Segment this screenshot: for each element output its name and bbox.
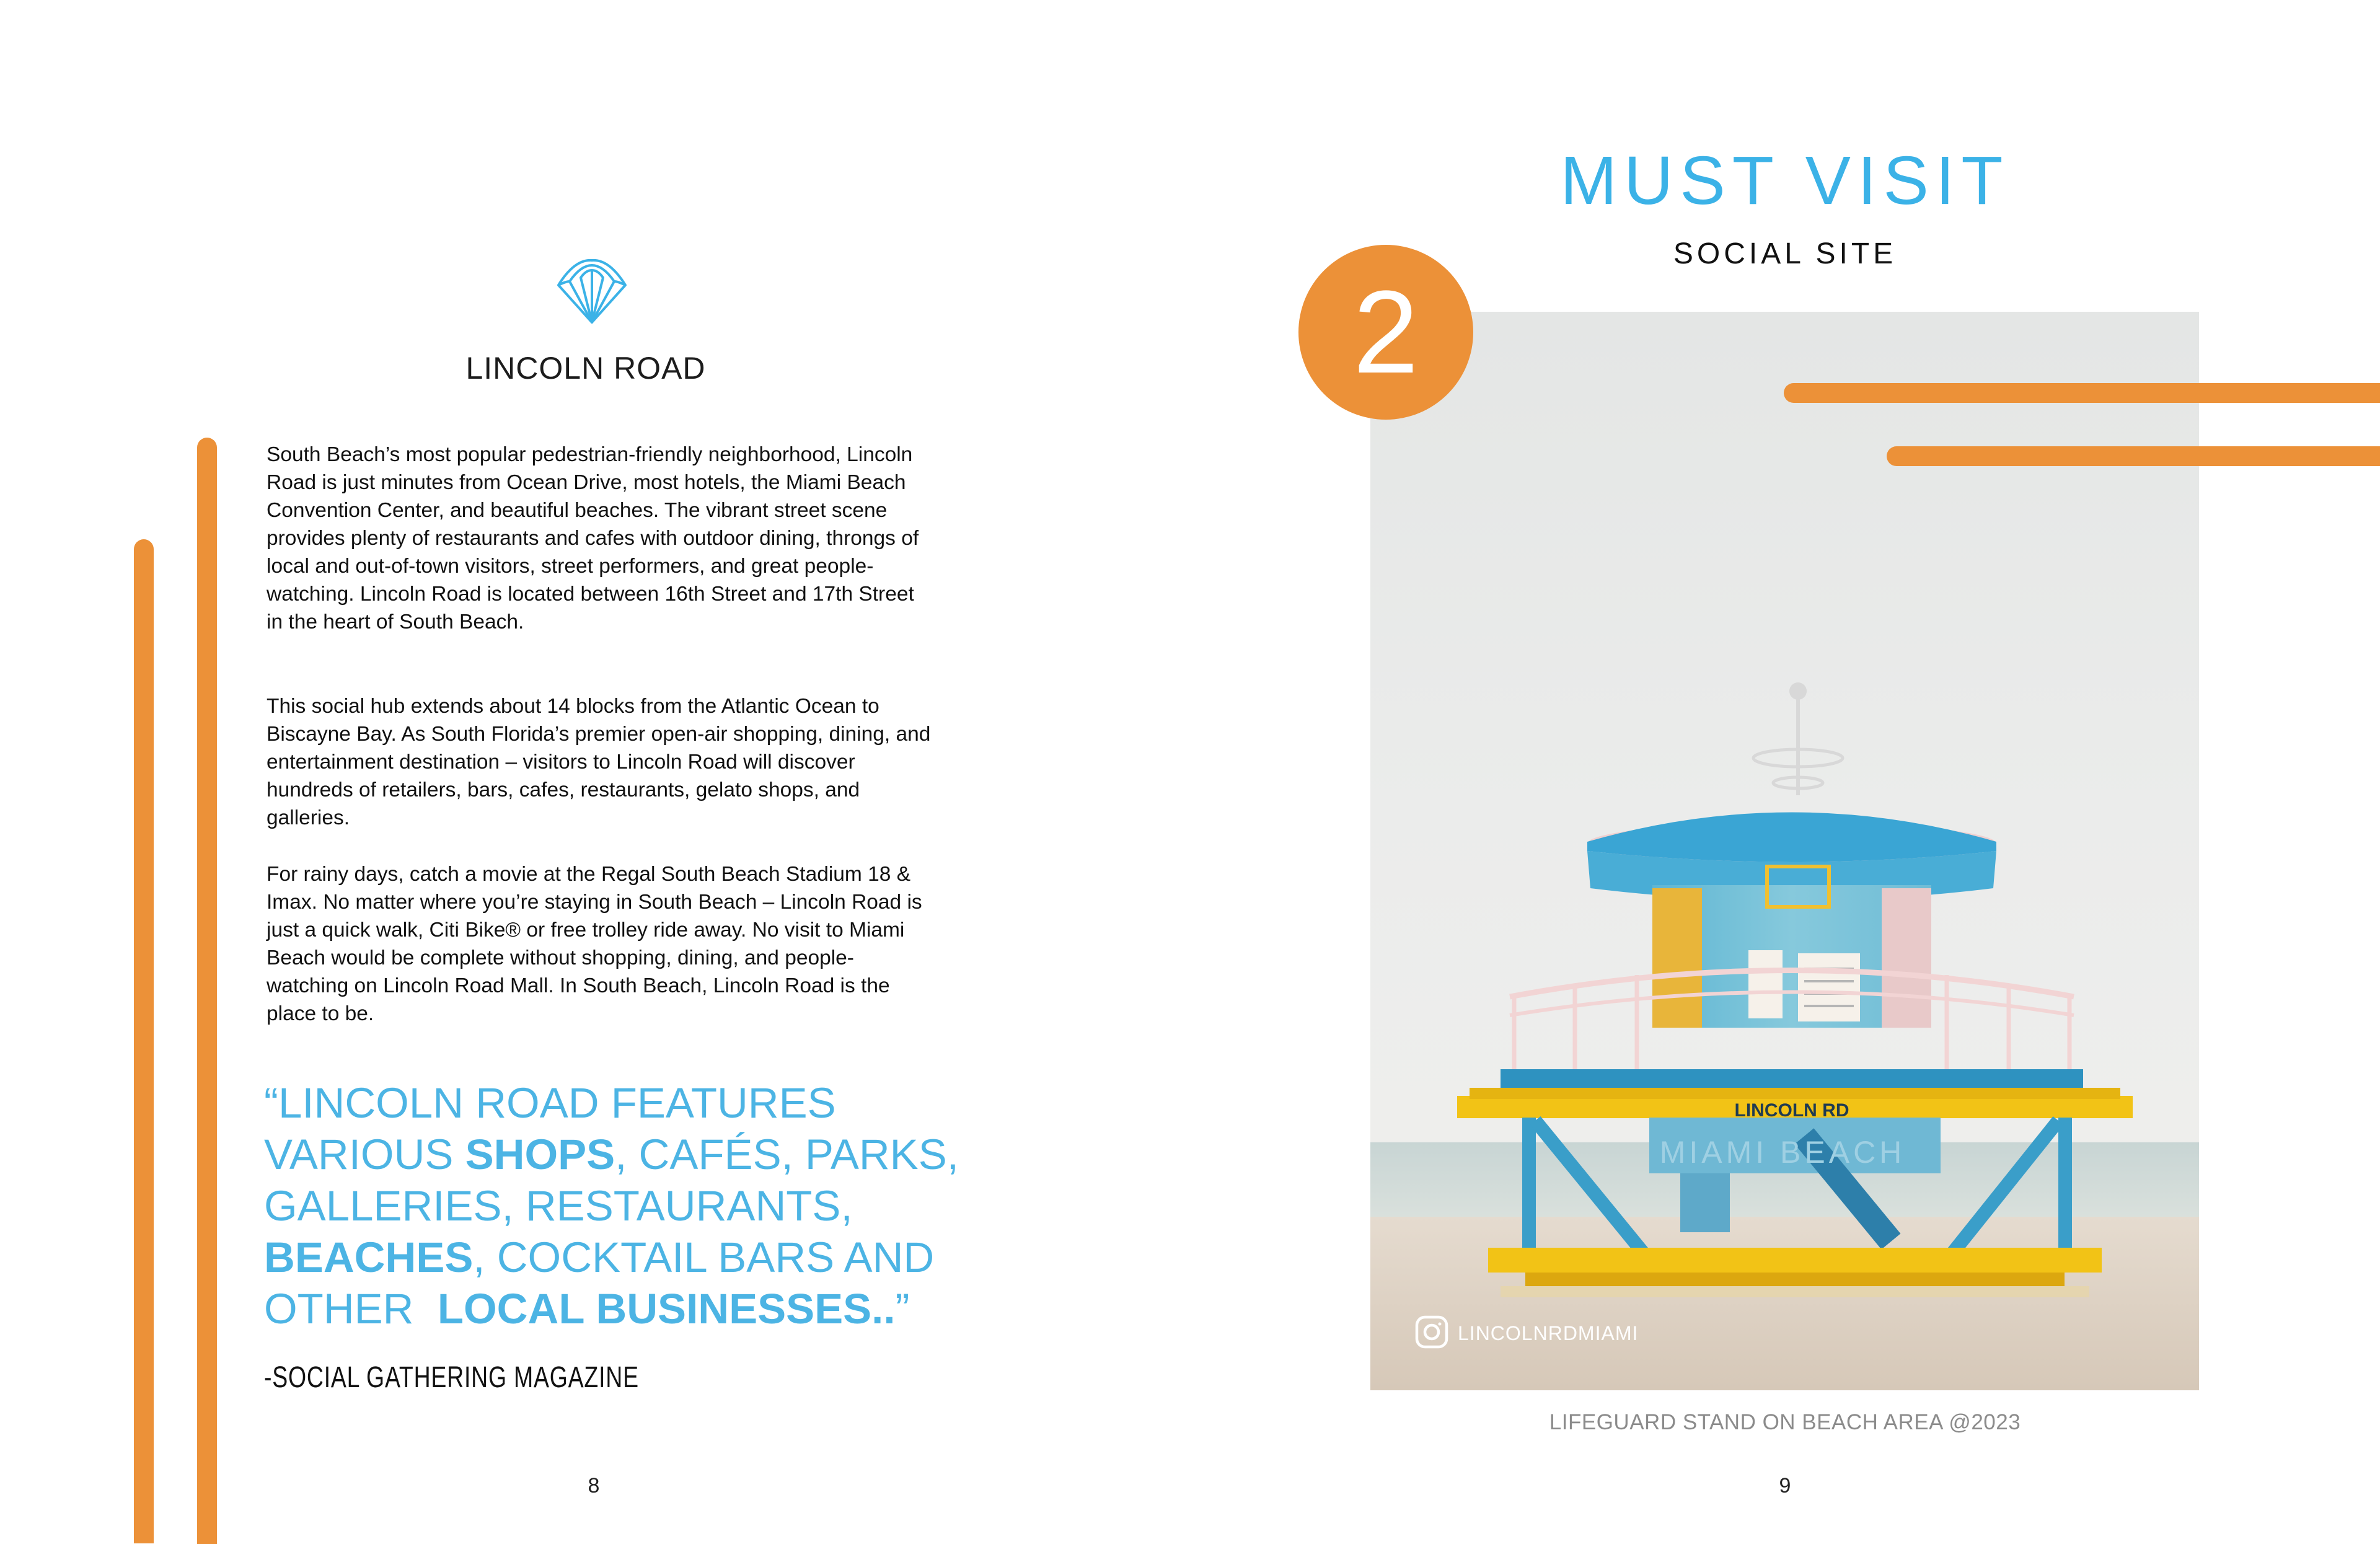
instagram-credit [1414, 1316, 1638, 1351]
orange-vertical-bar-inner [197, 438, 217, 1544]
stand-sign-miami: MIAMI BEACH [1659, 1135, 1906, 1170]
instagram-icon [1414, 1315, 1449, 1352]
lifeguard-stand-photo [1370, 312, 2199, 1390]
page-number-left: 8 [588, 1474, 600, 1498]
number-badge: 2 [1298, 245, 1473, 420]
stand-sign-lincoln: LINCOLN RD [1734, 1100, 1849, 1121]
page-number-right: 9 [1779, 1474, 1791, 1498]
quote-emphasis: LOCAL BUSINESSES.. [437, 1285, 896, 1333]
quote-text: “LINCOLN ROAD FEATURES VARIOUS [264, 1079, 836, 1178]
orange-horizontal-bar-lower [1887, 446, 2380, 466]
body-paragraph: South Beach’s most popular pedestrian-friendly neighborhood, Lincoln Road is just minutes from Ocean Drive, most hotels, the Miami Beach Convention Center, and beautiful beaches. The vibrant street scene provides plenty of restaurants and cafes with outdoor dining, throngs of local and out-of-town visitors, street performers, and great people-watching. Lincoln Road is located between 16th Street and 17th Street in the heart of South Beach. [267, 443, 919, 633]
quote-text: ” [895, 1285, 910, 1333]
photo-caption: LIFEGUARD STAND ON BEACH AREA @2023 [1549, 1410, 2021, 1434]
body-paragraph: This social hub extends about 14 blocks from the Atlantic Ocean to Biscayne Bay. As South Florida’s premier open-air shopping, dining, and entertainment destination – visitors to Lincoln Road will discover hundreds of retailers, bars, cafes, restaurants, gelato shops, and galleries. [267, 695, 931, 829]
quote-attribution: -SOCIAL GATHERING MAGAZINE [264, 1361, 639, 1394]
quote-text: , COCKTAIL BARS AND OTHER [264, 1233, 946, 1333]
quote-emphasis: BEACHES [264, 1233, 474, 1281]
quote-emphasis: SHOPS [465, 1131, 615, 1178]
body-paragraph: For rainy days, catch a movie at the Regal South Beach Stadium 18 & Imax. No matter where you’re staying in South Beach – Lincoln Road is just a quick walk, Citi Bike® or free trolley ride away. No visit to Miami Beach would be complete without shopping, dining, and people-watching on Lincoln Road Mall. In South Beach, Lincoln Road is the place to be. [267, 863, 922, 1025]
page-heading: MUST VISIT [1560, 143, 2010, 219]
orange-horizontal-bar-upper [1784, 383, 2380, 403]
fan-shell-icon [553, 257, 630, 325]
section-title: LINCOLN ROAD [465, 351, 706, 386]
page-subheading: SOCIAL SITE [1673, 237, 1897, 270]
instagram-handle: LINCOLNRDMIAMI [1458, 1321, 1639, 1344]
orange-vertical-bar-outer [134, 539, 154, 1543]
quote-text: , CAFÉS, PARKS, GALLERIES, RESTAURANTS, [264, 1131, 959, 1230]
pull-quote [264, 1077, 971, 1334]
